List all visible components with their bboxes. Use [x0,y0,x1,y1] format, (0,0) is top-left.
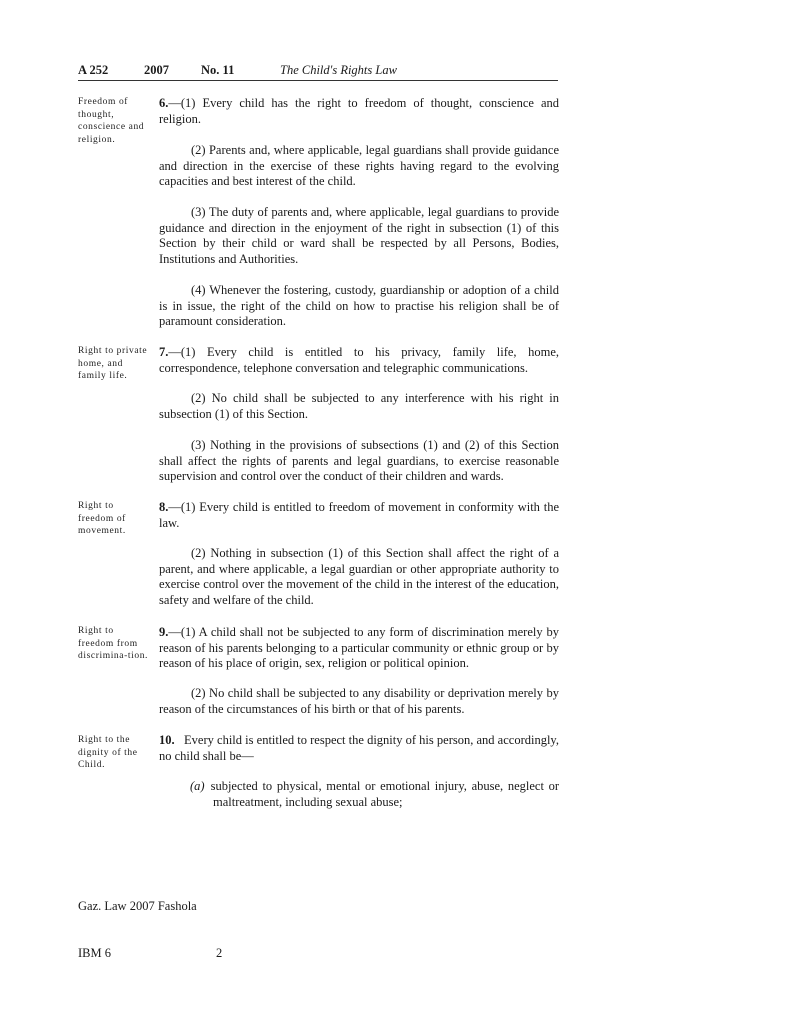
header-law-title: The Child's Rights Law [280,63,397,77]
section-6-para-1: 6.—(1) Every child has the right to freedom of thought, conscience and religion. [159,96,559,126]
section-7-para-3: (3) Nothing in the provisions of subsections (1) and (2) of this Section shall affect the rights of parents and legal guardians, to exercise reasonable supervision and control over the conduct of their children and wards. [159,438,559,483]
footer-code: IBM 6 [78,946,111,960]
margin-note-section-7: Right to private home, and family life. [78,346,148,381]
section-number: 7. [159,345,169,359]
section-6-para-4: (4) Whenever the fostering, custody, guardianship or adoption of a child is in issue, the right of the child on how to practise his religion shall be of paramount consideration. [159,283,559,328]
gazette-footer: Gaz. Law 2007 Fashola [78,899,197,913]
item-label: (a) [190,779,205,793]
footer-page-number: 2 [216,946,223,960]
section-10-para-1: 10. Every child is entitled to respect the dignity of his person, and accordingly, no child shall be— [159,733,559,763]
section-10-item-a: (a) subjected to physical, mental or emotional injury, abuse, neglect or maltreatment, including sexual abuse; [190,779,559,809]
margin-note-section-10: Right to the dignity of the Child. [78,735,138,770]
section-7-para-1: 7.—(1) Every child is entitled to his privacy, family life, home, correspondence, telephone conversation and telegraphic communications. [159,345,559,375]
section-6-para-3: (3) The duty of parents and, where applicable, legal guardians to provide guidance and direction in the enjoyment of the right in subsection (1) of this Section by their child or ward shall be respected by all Persons, Bodies, Institutions and Authorities. [159,205,559,266]
section-8-para-2: (2) Nothing in subsection (1) of this Section shall affect the right of a parent, and where applicable, a legal guardian or other appropriate authority to exercise control over the movement of the child in the interest of the education, safety and welfare of the child. [159,546,559,607]
section-number: 10. [159,733,175,747]
header-year: 2007 [144,63,169,77]
section-number: 9. [159,625,169,639]
section-6-para-2: (2) Parents and, where applicable, legal guardians shall provide guidance and direction in the exercise of these rights having regard to the evolving capacities and best interest of the child. [159,143,559,188]
section-number: 8. [159,500,169,514]
section-9-para-2: (2) No child shall be subjected to any disability or deprivation merely by reason of the circumstances of his birth or that of his parents. [159,686,559,716]
section-8-para-1: 8.—(1) Every child is entitled to freedom of movement in conformity with the law. [159,500,559,530]
margin-note-section-9: Right to freedom from discrimina-tion. [78,626,149,661]
header-page-number: A 252 [78,63,109,77]
section-number: 6. [159,96,169,110]
margin-note-section-6: Freedom of thought, conscience and religion. [78,97,145,145]
section-9-para-1: 9.—(1) A child shall not be subjected to any form of discrimination merely by reason of his parents belonging to a particular community or ethnic group or by reason of his place of origin, sex, religion or political opinion. [159,625,559,670]
running-header [78,62,558,81]
margin-note-section-8: Right to freedom of movement. [78,501,126,536]
section-7-para-2: (2) No child shall be subjected to any interference with his right in subsection (1) of this Section. [159,391,559,421]
header-law-number: No. 11 [201,63,235,77]
